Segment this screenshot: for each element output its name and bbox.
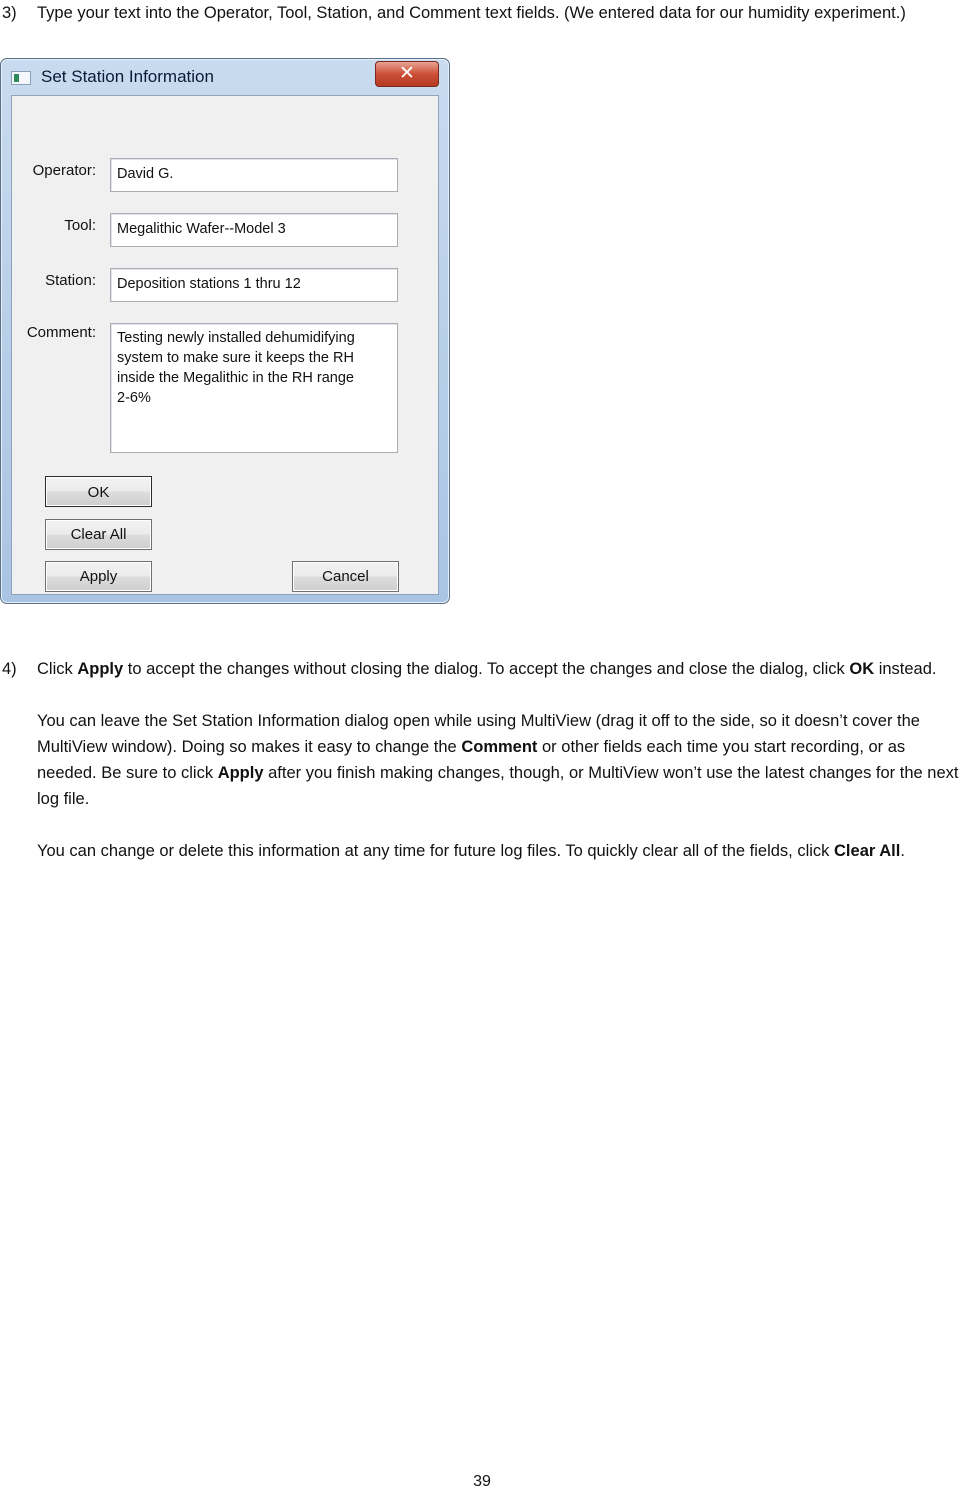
close-button[interactable]: ✕ xyxy=(375,61,439,87)
set-station-information-dialog xyxy=(0,58,450,604)
comment-label: Comment: xyxy=(26,324,96,341)
step-4-paragraph-1: Click Apply to accept the changes without closing the dialog. To accept the changes and close the dialog, click OK instead. xyxy=(37,660,937,678)
step-number: 3) xyxy=(2,4,17,22)
window-icon xyxy=(11,71,31,85)
apply-button[interactable]: Apply xyxy=(45,561,152,592)
dialog-title: Set Station Information xyxy=(41,67,214,86)
operator-field[interactable]: David G. xyxy=(110,158,398,192)
cancel-button[interactable]: Cancel xyxy=(292,561,399,592)
step-3-text: Type your text into the Operator, Tool, Station, and Comment text fields. (We entered data for our humidity experiment.) xyxy=(37,4,906,22)
page-number: 39 xyxy=(473,1473,491,1490)
step-4-paragraph-3: You can change or delete this information at any time for future log files. To quickly clear all of the fields, click Clear All. xyxy=(37,842,905,860)
station-label: Station: xyxy=(45,272,96,289)
step-4-paragraph-2: You can leave the Set Station Information dialog open while using MultiView (drag it off to the side, so it doesn’t cover the MultiView window). Doing so makes it easy to change the Comment or other fields each time you start recording, or as needed. Be sure to click Apply after you finish making changes, though, or MultiView won’t use the latest changes for the next log file. xyxy=(37,712,959,808)
clear-all-button[interactable]: Clear All xyxy=(45,519,152,550)
ok-button[interactable]: OK xyxy=(45,476,152,507)
tool-field[interactable]: Megalithic Wafer--Model 3 xyxy=(110,213,398,247)
title-bar[interactable] xyxy=(1,59,449,95)
station-field[interactable]: Deposition stations 1 thru 12 xyxy=(110,268,398,302)
tool-label: Tool: xyxy=(64,217,96,234)
operator-label: Operator: xyxy=(32,162,96,179)
step-number: 4) xyxy=(2,660,17,678)
comment-field[interactable]: Testing newly installed dehumidifying system to make sure it keeps the RH inside the Megalithic in the RH range 2-6% xyxy=(110,323,398,453)
dialog-client-area xyxy=(11,95,439,595)
